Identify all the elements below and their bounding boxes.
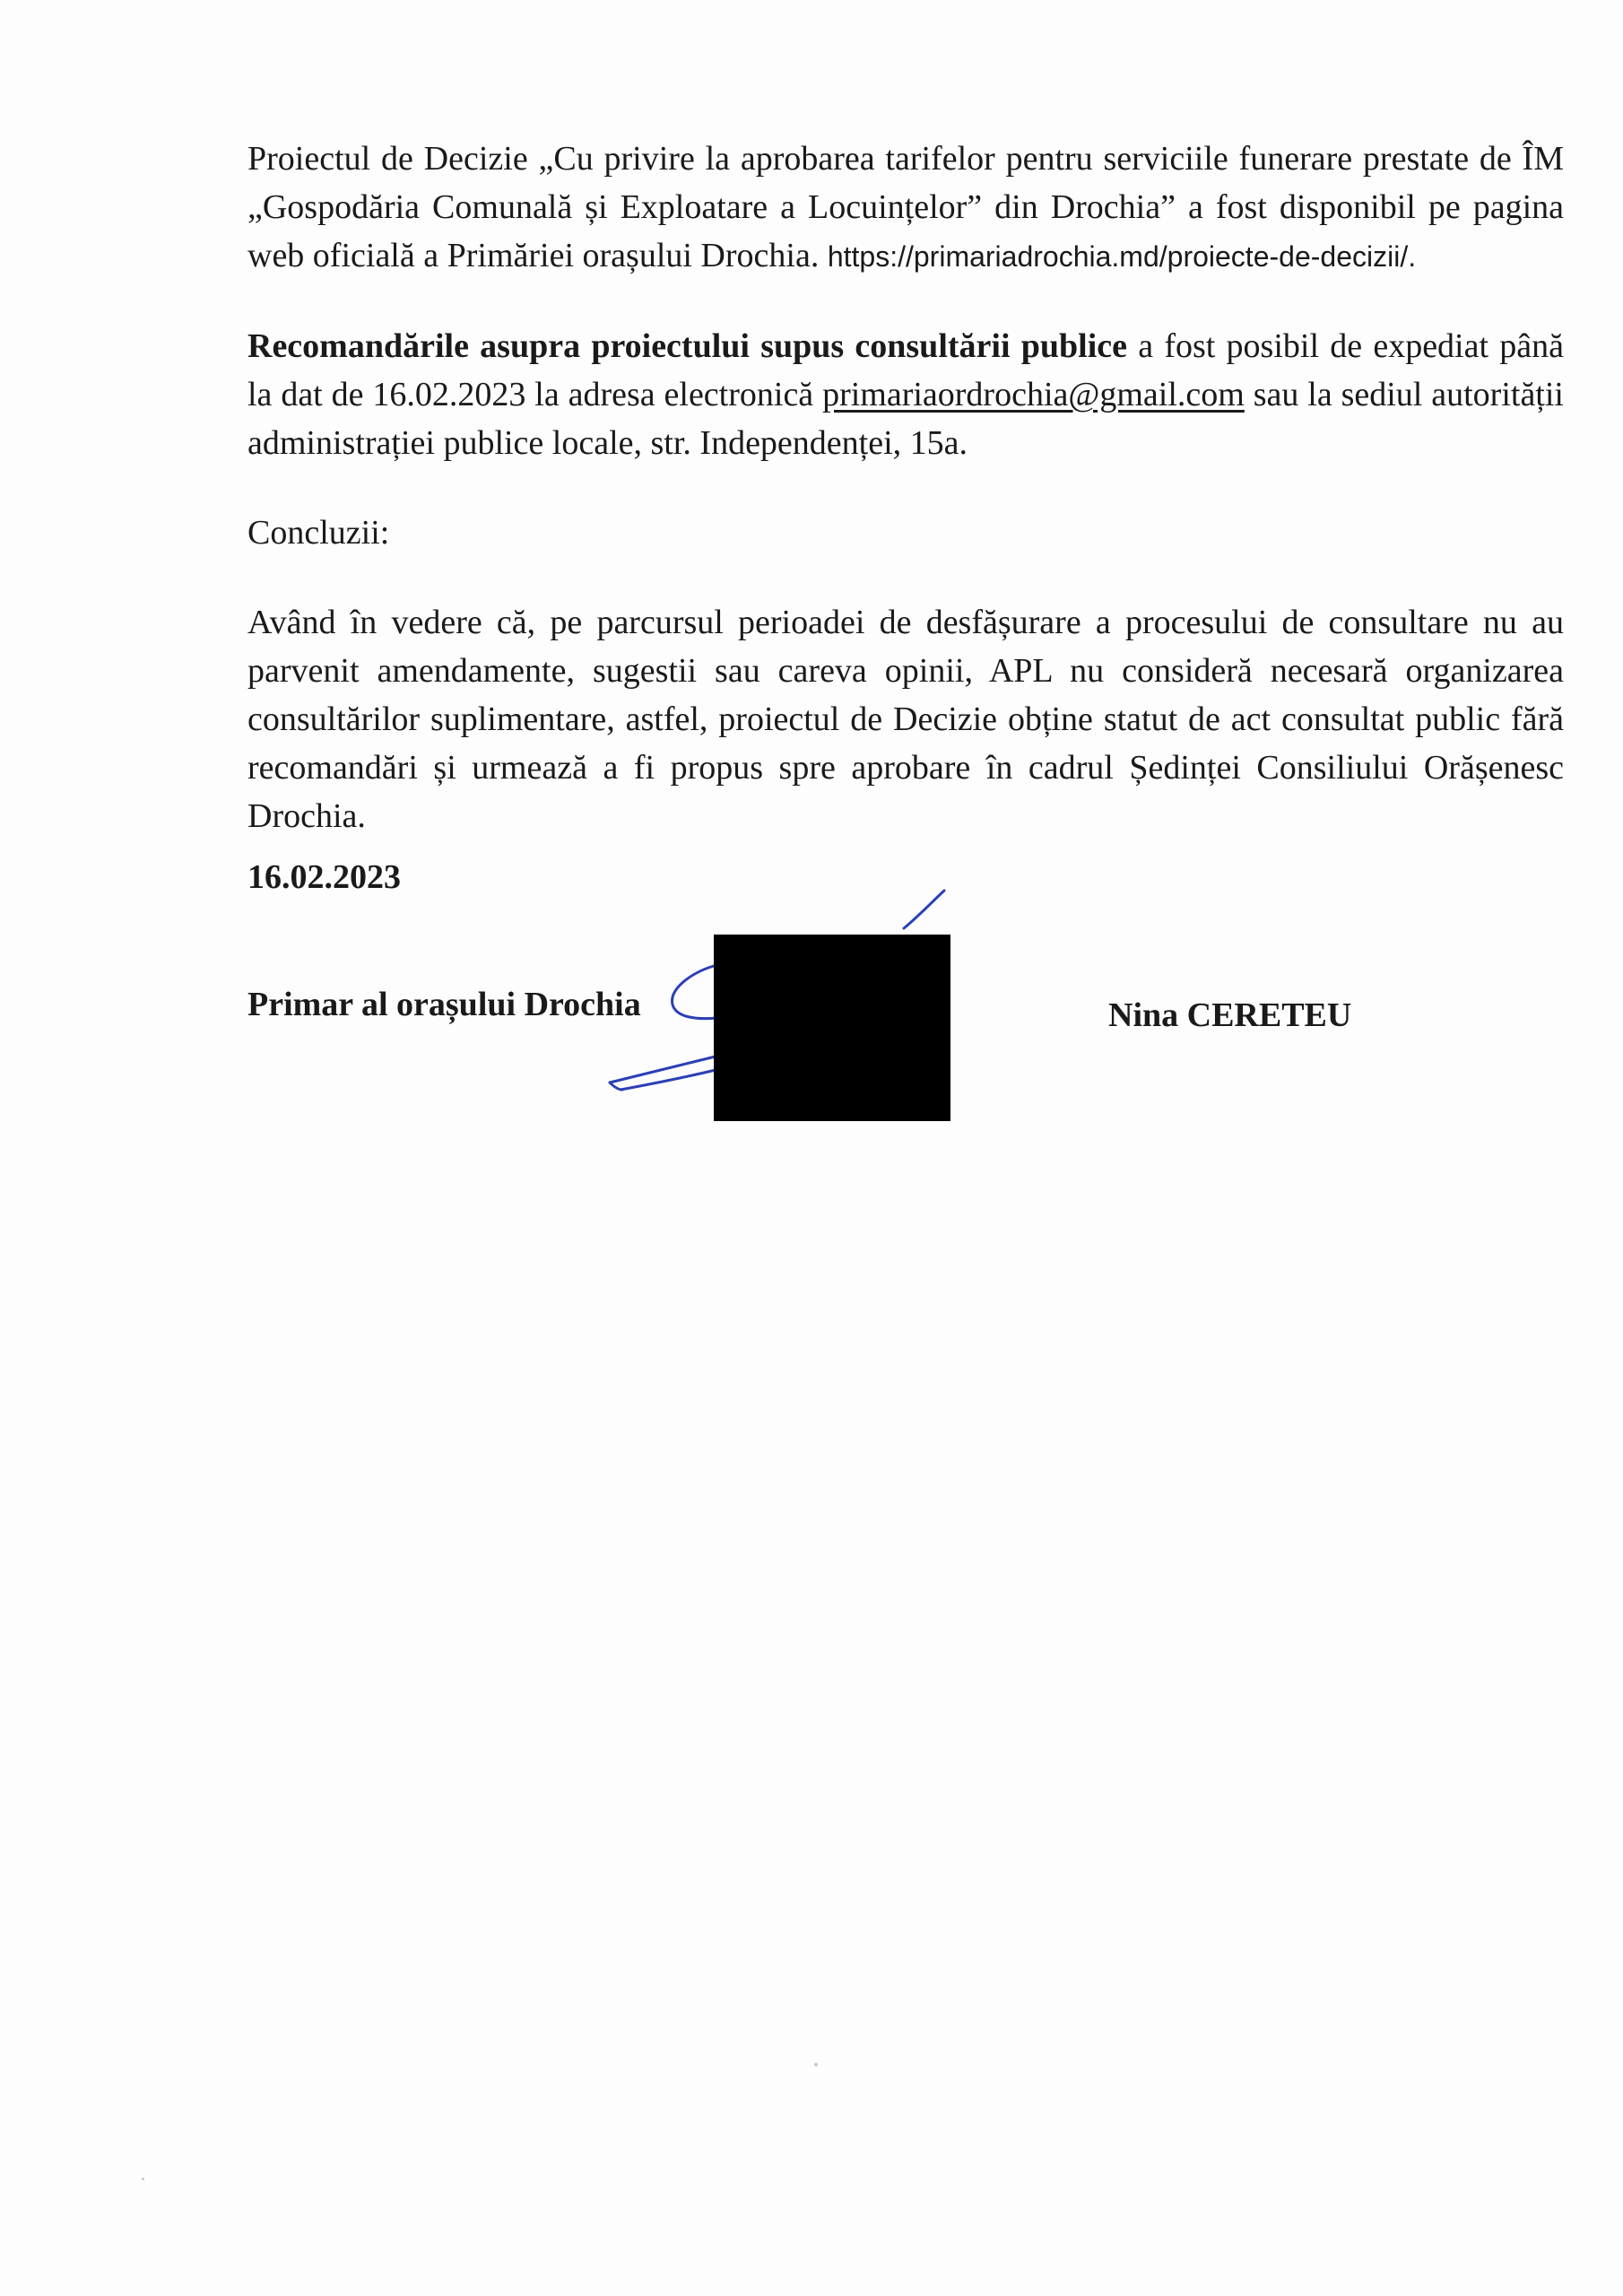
recommendations-lead: Recomandările asupra proiectului supus consultării publice bbox=[247, 327, 1127, 365]
recommendations-text: a fost posibil de expediat până la dat de 16.02.2023 la adresa electronică bbox=[247, 327, 1565, 413]
redaction-box bbox=[714, 935, 950, 1121]
scan-speck bbox=[142, 2178, 144, 2180]
recommendations-address: sau la sediul autorității administrației publice locale, str. Independenței, 15a. bbox=[247, 376, 1564, 462]
paragraph-conclusion: Având în vedere că, pe parcursul perioadei de desfășurare a procesului de consultare nu au parvenit amendamente, sugestii sau careva opinii, APL nu consideră necesară organizarea consultărilor suplimentare, astfel, proiectul de Decizie obține statut de act consultat public fără recomandări și urmează a fi propus spre aprobare în cadrul Ședinței Consiliului Orășenesc Drochia. bbox=[247, 604, 1564, 835]
paragraph-recommendations bbox=[247, 322, 1564, 467]
email-link[interactable]: primariaordrochia@gmail.com bbox=[822, 376, 1245, 413]
project-url: https://primariadrochia.md/proiecte-de-decizii/. bbox=[827, 240, 1417, 273]
paragraph-project-availability bbox=[247, 135, 1564, 281]
document-date: 16.02.2023 bbox=[247, 858, 401, 896]
mayor-title: Primar al orașului Drochia bbox=[247, 986, 641, 1023]
scan-speck bbox=[814, 2063, 818, 2066]
document-body bbox=[247, 135, 1564, 882]
mayor-name: Nina CERETEU bbox=[1108, 996, 1352, 1034]
paragraph-project-availability-text: Proiectul de Decizie „Cu privire la aprobarea tarifelor pentru serviciile funerare prestate de ÎM „Gospodăria Comunală și Exploatare a Locuințelor” din Drochia” a fost disponibil pe pagina web oficială a Primăriei orașului Drochia. bbox=[247, 140, 1564, 274]
conclusions-heading: Concluzii: bbox=[247, 514, 390, 552]
